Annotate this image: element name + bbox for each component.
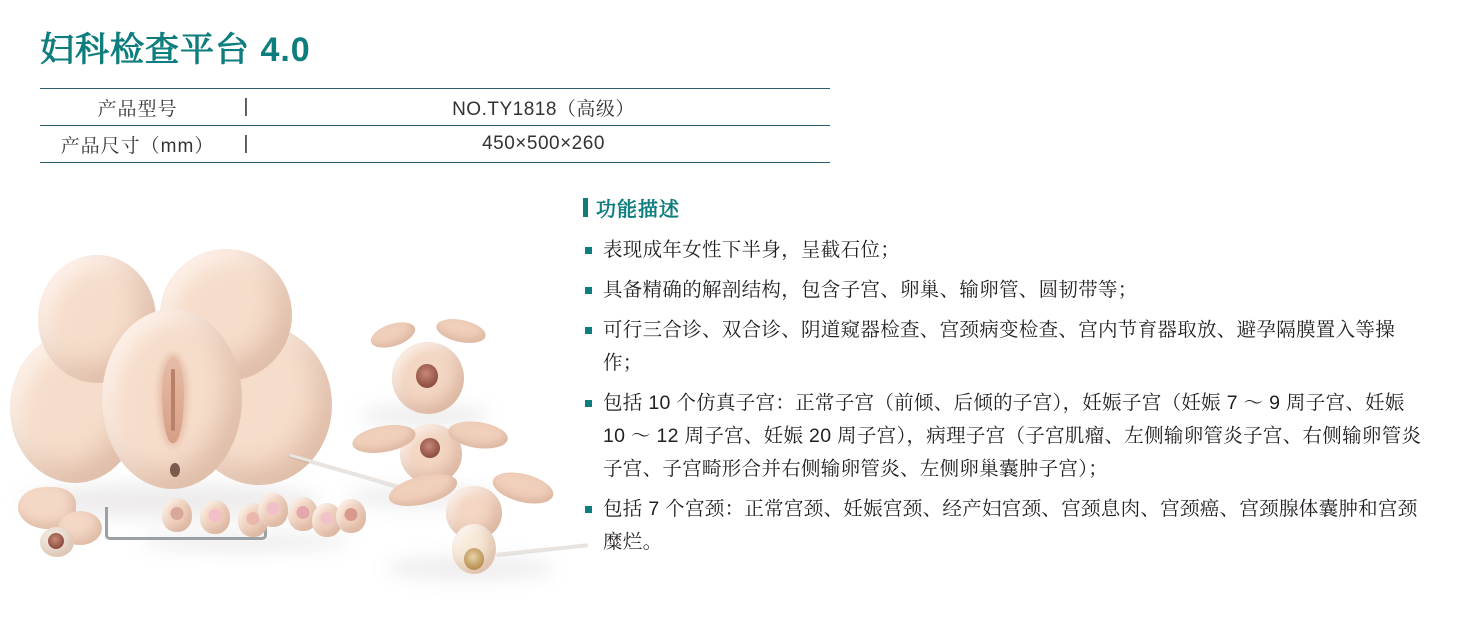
table-row <box>40 89 830 126</box>
spec-label-model: 产品型号 <box>40 89 235 126</box>
accessory-os <box>48 533 64 549</box>
cervical-os <box>420 438 440 458</box>
cervix-specimen <box>258 493 288 527</box>
spec-value-model: NO.TY1818（高级） <box>257 89 830 126</box>
list-item: 可行三合诊、双合诊、阴道窥器检查、宫颈病变检查、宫内节育器取放、避孕隔膜置入等操作； <box>583 314 1428 380</box>
list-item: 具备精确的解剖结构，包含子宫、卵巢、输卵管、圆韧带等； <box>583 274 1428 307</box>
right-fallopian-tube <box>434 315 487 347</box>
cervix-specimen <box>336 499 366 533</box>
product-photo <box>0 215 580 615</box>
heading-accent-bar <box>583 198 588 217</box>
spec-separator: | <box>235 89 257 126</box>
connector-tube <box>496 543 588 556</box>
page-title: 妇科检查平台 4.0 <box>40 31 311 69</box>
cervical-os <box>171 507 184 520</box>
cervical-os <box>321 512 334 525</box>
table-row <box>40 126 830 163</box>
feature-list <box>583 234 1428 559</box>
cervix-specimen <box>200 500 230 534</box>
list-item: 表现成年女性下半身，呈截石位； <box>583 234 1428 267</box>
cervical-os <box>267 502 280 515</box>
cervical-os <box>416 364 438 388</box>
cervical-os <box>464 548 484 570</box>
cervix-specimen <box>162 498 192 532</box>
function-description-panel <box>583 193 1428 566</box>
section-heading <box>583 193 1428 222</box>
list-item: 包括 10 个仿真子宫：正常子宫（前倾、后倾的子宫），妊娠子宫（妊娠 7 ～ 9 周子宫、妊娠 10 ～ 12 周子宫、妊娠 20 周子宫），病理子宫（子宫肌瘤、左侧输卵管炎子宫、右侧输卵管炎子宫、子宫畸形合并右侧输卵管炎、左侧卵巢囊肿子宫）； <box>583 387 1428 486</box>
spec-label-size: 产品尺寸（mm） <box>40 126 235 163</box>
cervical-os <box>209 509 222 522</box>
section-heading-label: 功能描述 <box>596 199 680 221</box>
anus-detail <box>170 463 180 477</box>
cervical-os <box>345 508 358 521</box>
uterus-model-c <box>388 470 553 575</box>
spec-separator: | <box>235 126 257 163</box>
uterus-model-a <box>370 320 490 420</box>
vulva-cleft <box>171 369 175 431</box>
product-spec-table <box>40 88 830 163</box>
cervical-os <box>297 506 310 519</box>
list-item: 包括 7 个宫颈：正常宫颈、妊娠宫颈、经产妇宫颈、宫颈息肉、宫颈癌、宫颈腺体囊肿和宫颈糜烂。 <box>583 493 1428 559</box>
pelvis-model <box>10 245 330 500</box>
spec-value-size: 450×500×260 <box>257 126 830 163</box>
